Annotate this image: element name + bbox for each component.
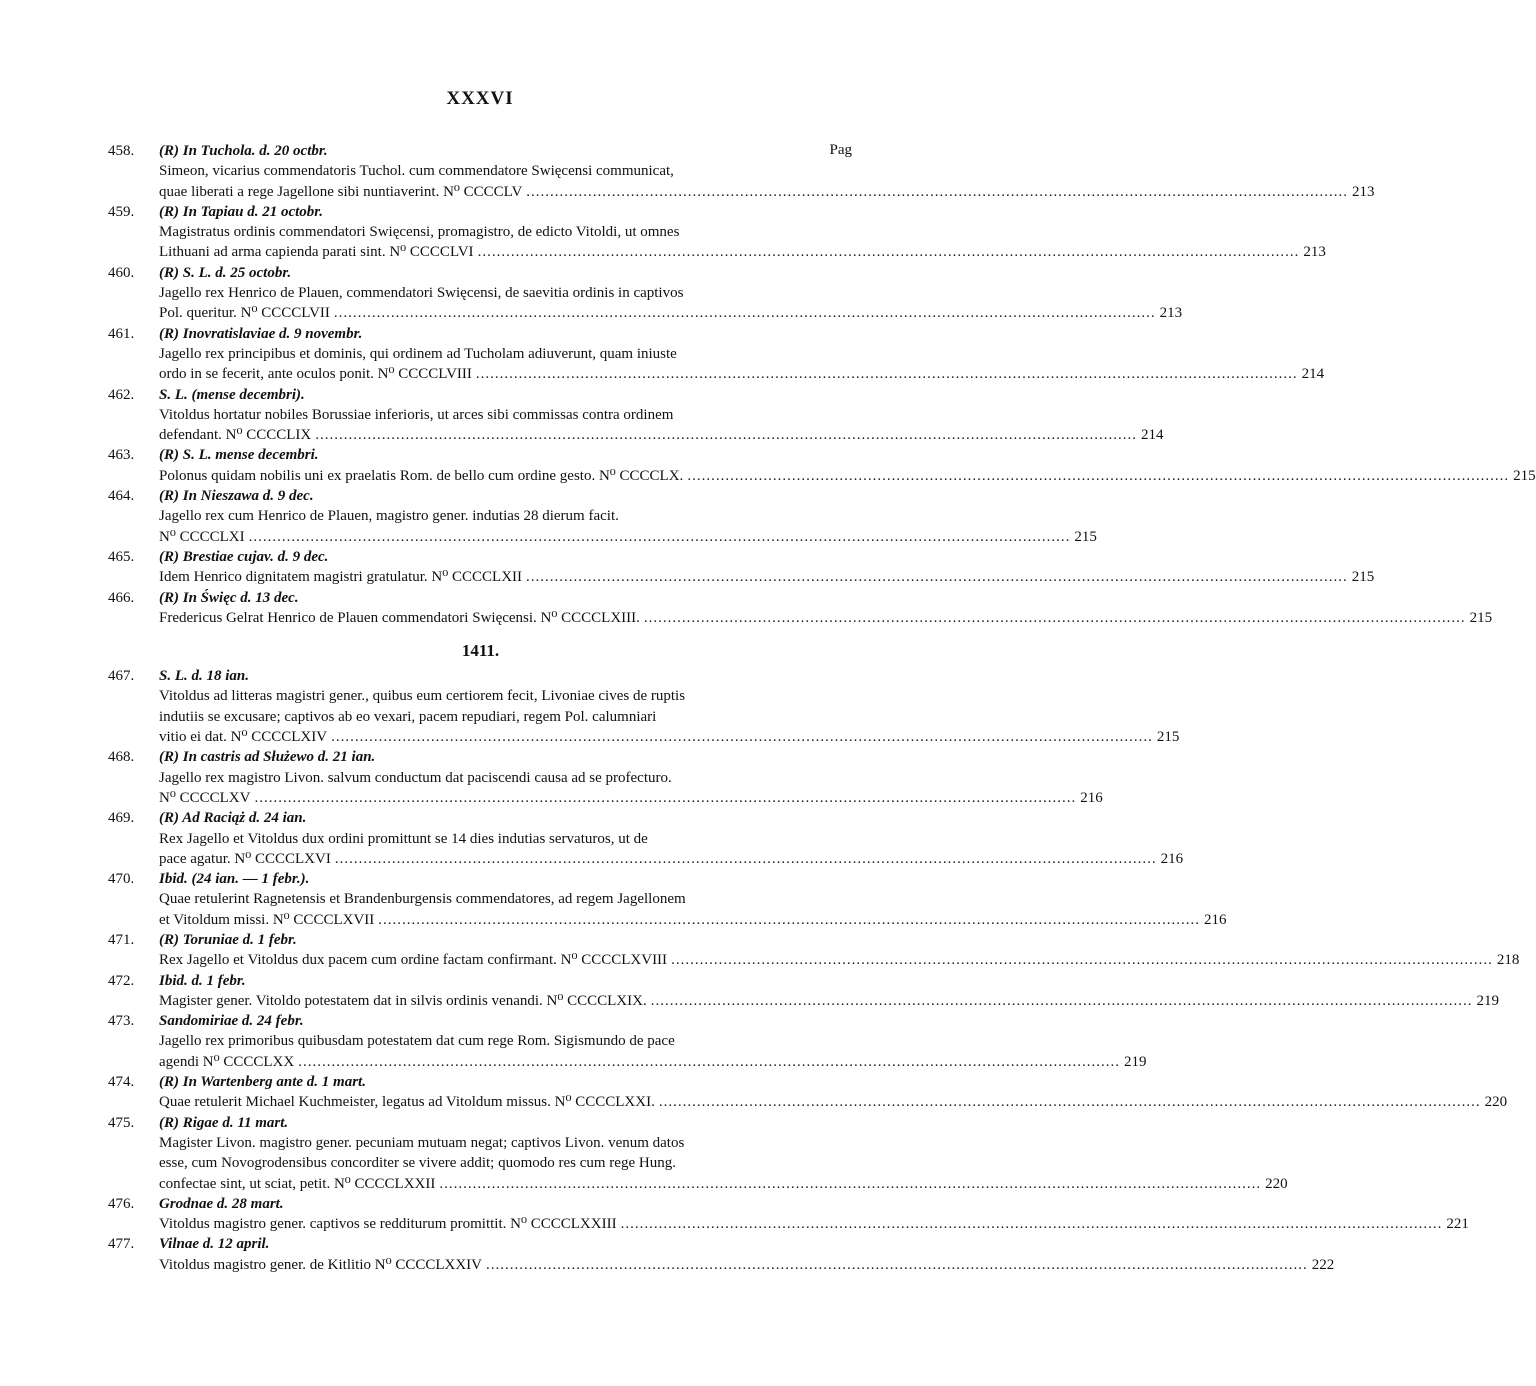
page-header: XXXVI [446, 88, 514, 109]
entry-text: vitio ei dat. N⁰ CCCCLXIV [159, 729, 328, 746]
page-number: 215 [1156, 729, 1180, 746]
dot-leader: ............................................................................................................................................................................. [687, 467, 1510, 484]
entry-heading: Vilnae d. 12 april. [159, 1236, 270, 1253]
entry-text-last-line [108, 1214, 1469, 1234]
entry-heading: (R) In Tapiau d. 21 octobr. [159, 203, 324, 220]
entry-text-line: Magister Livon. magistro gener. pecuniam mutuam negat; captivos Livon. venum datos [159, 1134, 685, 1151]
entry-text-last-line [108, 364, 1325, 384]
page-number: 213 [1159, 305, 1183, 322]
entry [108, 141, 1375, 202]
entry-number: 462. [108, 386, 135, 403]
dot-leader: ............................................................................................................................................................................. [331, 729, 1153, 746]
entry-number: 474. [108, 1074, 135, 1091]
entry [108, 808, 1184, 869]
dot-leader: ............................................................................................................................................................................. [315, 427, 1137, 444]
entry [108, 202, 1326, 263]
entry-heading: (R) In Święc d. 13 dec. [159, 589, 299, 606]
entry-text-last-line [108, 242, 1326, 262]
entry-number: 476. [108, 1195, 135, 1212]
page-number: 222 [1311, 1256, 1335, 1273]
entry-text-line: esse, cum Novogrodensibus concorditer se vivere addit; quomodo res cum rege Hung. [159, 1155, 676, 1172]
entry-number: 477. [108, 1236, 135, 1253]
entry-text: agendi N⁰ CCCCLXX [159, 1053, 295, 1070]
dot-leader: ............................................................................................................................................................................. [334, 850, 1157, 867]
entry [108, 1011, 1147, 1072]
entry-heading: Ibid. (24 ian. — 1 febr.). [159, 871, 310, 888]
entry-heading: (R) Inovratislaviae d. 9 novembr. [159, 325, 363, 342]
entry-text-line: Jagello rex cum Henrico de Plauen, magistro gener. indutias 28 dierum facit. [159, 508, 619, 525]
entry-text-last-line [108, 567, 1375, 587]
entry-text-line: Jagello rex primoribus quibusdam potestatem dat cum rege Rom. Sigismundo de pace [159, 1033, 675, 1050]
entry-heading: (R) S. L. d. 25 octobr. [159, 264, 292, 281]
dot-leader: ............................................................................................................................................................................. [486, 1256, 1308, 1273]
entry-text-line: Simeon, vicarius commendatoris Tuchol. cum commendatore Swięcensi communicat, [159, 163, 674, 180]
dot-leader: ............................................................................................................................................................................. [298, 1053, 1120, 1070]
entry [108, 1113, 1288, 1194]
entry [108, 666, 1180, 747]
entry-text-line: Jagello rex Henrico de Plauen, commendatori Swięcensi, de saevitia ordinis in captivos [159, 285, 684, 302]
entry [108, 1234, 1335, 1275]
entry-heading: (R) In Nieszawa d. 9 dec. [159, 488, 314, 505]
entry-text: Rex Jagello et Vitoldus dux pacem cum ordine factam confirmant. N⁰ CCCCLXVIII [159, 952, 668, 969]
dot-leader: ............................................................................................................................................................................. [439, 1175, 1262, 1192]
entry-heading: (R) Brestiae cujav. d. 9 dec. [159, 548, 329, 565]
dot-leader: ............................................................................................................................................................................. [378, 911, 1201, 928]
entry-text-last-line [108, 991, 1499, 1011]
dot-leader: ............................................................................................................................................................................. [620, 1216, 1443, 1233]
entry-text-line: Vitoldus hortatur nobiles Borussiae inferioris, ut arces sibi commissas contra ordinem [159, 406, 674, 423]
entry [108, 869, 1227, 930]
entry-heading: Ibid. d. 1 febr. [159, 972, 246, 989]
entry-number: 463. [108, 447, 135, 464]
entry [108, 486, 1097, 547]
entry [108, 385, 1164, 446]
entry-text-last-line [108, 1255, 1335, 1275]
page-column-label: Pag [829, 142, 852, 158]
page-number: 220 [1484, 1094, 1508, 1111]
page-number: 216 [1160, 850, 1184, 867]
entry [108, 324, 1325, 385]
entry-text-line: Rex Jagello et Vitoldus dux ordini promittunt se 14 dies indutias servaturos, ut de [159, 830, 648, 847]
entry-text-last-line [108, 1052, 1147, 1072]
entry-number: 473. [108, 1013, 135, 1030]
entry-text-line: Vitoldus ad litteras magistri gener., quibus eum certiorem fecit, Livoniae cives de ruptis [159, 688, 686, 705]
entry [108, 747, 1103, 808]
entry-text: Idem Henrico dignitatem magistri gratulatur. N⁰ CCCCLXII [159, 569, 523, 586]
entry-text-last-line [108, 527, 1097, 547]
entry-number: 471. [108, 931, 135, 948]
entry-text-last-line [108, 425, 1164, 445]
entry-number: 465. [108, 548, 135, 565]
entry-heading: S. L. d. 18 ian. [159, 668, 250, 685]
entry-text: confectae sint, ut sciat, petit. N⁰ CCCCLXXII [159, 1175, 436, 1192]
dot-leader: ............................................................................................................................................................................. [671, 952, 1493, 969]
entry-text-last-line [108, 950, 1520, 970]
page-number: 218 [1496, 952, 1520, 969]
entry-text-line: Quae retulerint Ragnetensis et Brandenburgensis commendatores, ad regem Jagellonem [159, 891, 686, 908]
entry [108, 588, 1493, 629]
entry-heading: Sandomiriae d. 24 febr. [159, 1013, 304, 1030]
entry-text: Lithuani ad arma capienda parati sint. N⁰ CCCCLVI [159, 244, 474, 261]
entry-text-line: Jagello rex principibus et dominis, qui ordinem ad Tucholam adiuverunt, quam iniuste [159, 345, 677, 362]
entry [108, 1072, 1508, 1113]
entry-text-last-line [108, 910, 1227, 930]
entry-text: Polonus quidam nobilis uni ex praelatis Rom. de bello cum ordine gesto. N⁰ CCCCLX. [159, 467, 684, 484]
page-number: 216 [1080, 789, 1103, 806]
entry-text-last-line [108, 788, 1103, 808]
page-number: 216 [1204, 911, 1227, 928]
entry [108, 263, 1183, 324]
dot-leader: ............................................................................................................................................................................. [248, 528, 1071, 545]
entry [108, 547, 1375, 588]
page-number: 214 [1301, 366, 1325, 383]
dot-leader: ............................................................................................................................................................................. [526, 183, 1349, 200]
dot-leader: ............................................................................................................................................................................. [643, 609, 1466, 626]
page-number: 219 [1123, 1053, 1147, 1070]
dot-leader: ............................................................................................................................................................................. [526, 569, 1348, 586]
entry-heading: (R) Toruniae d. 1 febr. [159, 931, 297, 948]
entry-heading: (R) In Wartenberg ante d. 1 mart. [159, 1074, 366, 1091]
entry-number: 458. [108, 143, 135, 159]
page-number: 221 [1446, 1216, 1469, 1233]
entry-text: Fredericus Gelrat Henrico de Plauen commendatori Swięcensi. N⁰ CCCCLXIII. [159, 609, 640, 626]
entry-text-last-line [108, 303, 1183, 323]
page-number: 213 [1352, 183, 1375, 200]
page-number: 213 [1303, 244, 1326, 261]
dot-leader: ............................................................................................................................................................................. [254, 789, 1077, 806]
page-number: 219 [1476, 992, 1499, 1009]
entry-heading: S. L. (mense decembri). [159, 386, 305, 403]
entry-text: N⁰ CCCCLXI [159, 528, 245, 545]
entry-text: Magister gener. Vitoldo potestatem dat in silvis ordinis venandi. N⁰ CCCCLXIX. [159, 992, 647, 1009]
entry-text-line: Jagello rex magistro Livon. salvum conductum dat paciscendi causa ad se profecturo. [159, 769, 672, 786]
entry [108, 930, 1520, 971]
entry-text-last-line [108, 1174, 1288, 1194]
page-number: 215 [1351, 569, 1375, 586]
entry-number: 470. [108, 871, 135, 888]
entry [108, 1194, 1469, 1235]
entry-text: ordo in se fecerit, ante oculos ponit. N⁰ CCCCLVIII [159, 366, 472, 383]
entry-text-line: indutiis se excusare; captivos ab eo vexari, pacem repudiari, regem Pol. calumniari [159, 708, 657, 725]
entry-number: 459. [108, 203, 135, 220]
dot-leader: ............................................................................................................................................................................. [650, 992, 1473, 1009]
entry-text-last-line [108, 182, 1375, 202]
entry-text: quae liberati a rege Jagellone sibi nuntiaverint. N⁰ CCCCLV [159, 183, 523, 200]
page-number: 214 [1141, 427, 1164, 444]
entry-text-last-line [108, 727, 1180, 747]
entry-text-last-line [108, 849, 1184, 869]
entry-list [108, 141, 1536, 1275]
entry-text-last-line [108, 1092, 1508, 1112]
entry-text: et Vitoldum missi. N⁰ CCCCLXVII [159, 911, 375, 928]
entry-number: 466. [108, 589, 135, 606]
entry-number: 468. [108, 749, 135, 766]
entry-number: 469. [108, 810, 135, 827]
dot-leader: ............................................................................................................................................................................. [475, 366, 1298, 383]
page-number: 215 [1513, 467, 1536, 484]
entry-number: 467. [108, 668, 135, 685]
entry-number: 461. [108, 325, 135, 342]
entry-text: Vitoldus magistro gener. captivos se redditurum promittit. N⁰ CCCCLXXIII [159, 1216, 617, 1233]
dot-leader: ............................................................................................................................................................................. [658, 1094, 1481, 1111]
entry-text: N⁰ CCCCLXV [159, 789, 251, 806]
page-number: 215 [1469, 609, 1493, 626]
entry [108, 445, 1536, 486]
entry-heading: (R) Rigae d. 11 mart. [159, 1114, 289, 1131]
entry-text-last-line [108, 466, 1536, 486]
year-heading: 1411. [461, 641, 500, 661]
page-number: 215 [1074, 528, 1097, 545]
entry-text: Pol. queritur. N⁰ CCCCLVII [159, 305, 330, 322]
entry-text: Vitoldus magistro gener. de Kitlitio N⁰ CCCCLXXIV [159, 1256, 483, 1273]
entry-text-last-line [108, 608, 1493, 628]
entry-text-line: Magistratus ordinis commendatori Swięcensi, promagistro, de edicto Vitoldi, ut omnes [159, 224, 680, 241]
entry-heading: (R) In Tuchola. d. 20 octbr. [159, 143, 328, 159]
entry-number: 460. [108, 264, 135, 281]
entry-heading: (R) S. L. mense decembri. [159, 447, 319, 464]
entry-number: 475. [108, 1114, 135, 1131]
entry-heading: (R) Ad Raciąż d. 24 ian. [159, 810, 307, 827]
entry-heading: Grodnae d. 28 mart. [159, 1195, 284, 1212]
dot-leader: ............................................................................................................................................................................. [333, 305, 1156, 322]
entry-text: defendant. N⁰ CCCCLIX [159, 427, 312, 444]
entry-number: 464. [108, 488, 135, 505]
entry [108, 971, 1499, 1012]
entry-text: Quae retulerit Michael Kuchmeister, legatus ad Vitoldum missus. N⁰ CCCCLXXI. [159, 1094, 655, 1111]
entry-number: 472. [108, 972, 135, 989]
dot-leader: ............................................................................................................................................................................. [477, 244, 1300, 261]
entry-text: pace agatur. N⁰ CCCCLXVI [159, 850, 331, 867]
page-number: 220 [1265, 1175, 1288, 1192]
entry-heading: (R) In castris ad Służewo d. 21 ian. [159, 749, 376, 766]
